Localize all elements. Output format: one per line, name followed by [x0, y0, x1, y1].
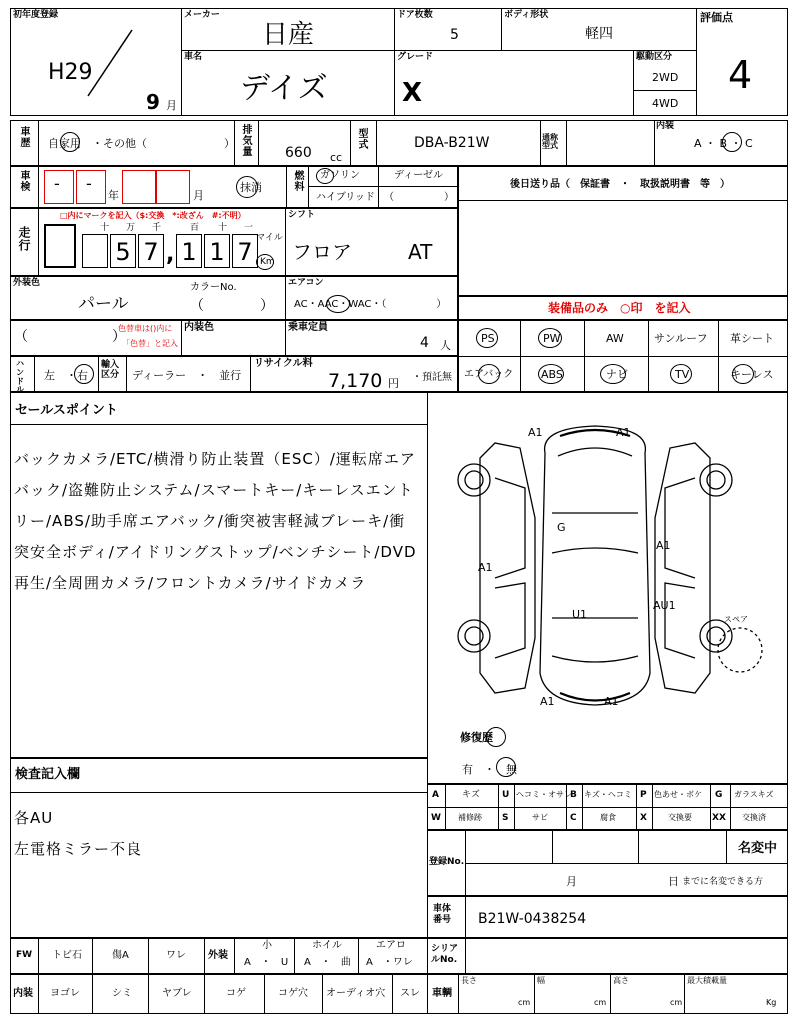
legend-divider [514, 784, 515, 830]
bottom1-divider [294, 938, 295, 974]
legend-desc: 色あせ・ボケ [654, 790, 702, 799]
mileage-divider [38, 208, 39, 276]
equip-tv: TV [675, 368, 690, 381]
reg-divider [465, 863, 788, 864]
mileage-unit-label: 十 [218, 223, 228, 233]
color-change-note-1: 色替車は()内に [118, 324, 173, 333]
mileage-digit: 1 [176, 234, 202, 268]
mileage-unit-label: 万 [126, 223, 136, 233]
gasoline-circle [316, 168, 334, 184]
displacement-label: 排気量 [240, 124, 251, 157]
equip-ps-circle [476, 328, 498, 348]
legend-desc: サビ [532, 813, 548, 822]
inspection-month-box-1 [122, 170, 156, 204]
handle-divider [250, 356, 251, 392]
reg-divider [638, 830, 639, 863]
private-use-circle [60, 132, 80, 152]
interior-row-label: 内装 [13, 988, 33, 999]
legend-desc: キズ・ヘコミ [584, 790, 632, 799]
equip-navi: ナビ [606, 368, 628, 381]
sales-divider [10, 424, 428, 425]
grade-label: グレード [397, 52, 434, 62]
equip-tv-circle [670, 364, 692, 384]
dims-label: 車輌 [432, 988, 452, 999]
history-label: 車歴 [18, 126, 29, 148]
interior-item: スレ [400, 988, 420, 999]
equip-navi-circle [600, 364, 626, 384]
legend-divider [710, 784, 711, 830]
interior-label: 内装 [656, 121, 675, 131]
color-change-paren: （ ） [14, 329, 126, 345]
sales-point-text: バックカメラ/ETC/横滑り防止装置（ESC）/運転席エアバック/盗難防止システム/スマートキー/キーレスエントリー/ABS/助手席エアバック/衝突被害軽減ブレーキ/衝突安全ボディ/アイドリングストップ/ベンチシート/DVD再生/全周囲カメラ/フロントカメラ/サイドカメラ [14, 450, 417, 592]
handle-value: 左 ・右 [44, 369, 88, 382]
color-change-note-2: 「色替」と記入 [122, 339, 178, 348]
row3-divider [286, 166, 287, 208]
handle-divider [34, 356, 35, 392]
mileage-digit: 7 [138, 234, 164, 268]
recycle-value: 7,170 [328, 370, 383, 392]
type-value: DBA-B21W [414, 135, 490, 151]
legend-code: W [431, 813, 441, 823]
chassis-label: 車体番号 [433, 904, 452, 925]
equip-divider [648, 320, 649, 392]
shift-type: AT [408, 240, 433, 264]
legend-desc: 交換済 [742, 813, 766, 822]
score-label: 評価点 [700, 11, 733, 24]
inspection-divider [10, 792, 428, 793]
small-options: A ・ U [244, 957, 289, 968]
type-label: 型式 [356, 128, 367, 150]
equip-leather: 革シート [730, 332, 774, 345]
first-reg-year: H29 [48, 60, 93, 85]
year-unit: 年 [108, 189, 119, 202]
legend-code: B [570, 790, 577, 800]
body-label: ボディ形状 [504, 10, 549, 20]
repair-circle [486, 727, 506, 747]
name-change: 名変中 [738, 841, 778, 856]
max-load-label: 最大積載量 [687, 976, 727, 985]
legend-desc: ガラスキズ [734, 790, 774, 799]
legend-divider [636, 784, 637, 830]
legend-divider [498, 784, 499, 830]
cm-unit: cm [594, 998, 607, 1007]
interior-item: コゲ [226, 988, 246, 999]
damage-mark: A1 [616, 426, 631, 439]
bottom2-divider [458, 974, 459, 1014]
damage-mark: G [557, 521, 566, 534]
handle-right-circle [74, 364, 94, 384]
bottom2-divider [610, 974, 611, 1014]
equip-divider [458, 356, 788, 357]
bottom2-divider [148, 974, 149, 1014]
common-type-label: 通称型式 [542, 133, 558, 150]
cm-unit: cm [670, 998, 683, 1007]
displacement-value: 660 [285, 145, 312, 161]
row2-divider [258, 120, 259, 166]
month-unit-inspection: 月 [193, 189, 204, 202]
fw-label: FW [16, 950, 33, 960]
slash-divider [80, 28, 140, 98]
reg-month: 月 [566, 875, 577, 888]
comma: , [166, 242, 175, 267]
equip-airbag: エアバック [464, 369, 514, 380]
model-value: デイズ [240, 71, 328, 106]
month-unit: 月 [166, 99, 177, 112]
post-items-label: 後日送り品（ 保証書 ・ 取扱説明書 等 ） [510, 179, 730, 190]
drive-4wd: 4WD [652, 97, 679, 110]
sales-point-label: セールスポイント [15, 403, 118, 418]
recycle-label: リサイクル料 [254, 358, 313, 369]
mile-unit: マイル [256, 233, 283, 243]
score-value: 4 [728, 53, 753, 97]
mileage-unit-label: 百 [190, 223, 200, 233]
interior-b-circle [722, 132, 742, 152]
expired-circle [236, 176, 258, 198]
color-no-label: カラーNo. [190, 282, 237, 293]
reg-deadline: までに名変できる方 [682, 877, 764, 887]
exterior-color-value: パール [78, 294, 129, 314]
dash: - [86, 174, 92, 193]
legend-divider [582, 784, 583, 830]
bottom2-divider [684, 974, 685, 1014]
equip-abs-circle [538, 364, 564, 384]
bottom2-divider [92, 974, 93, 1014]
spare-label: スペア [724, 615, 748, 624]
km-unit: Km [260, 257, 275, 267]
bottom2-divider [534, 974, 535, 1014]
doors-label: ドア枚数 [397, 10, 433, 20]
legend-divider [652, 784, 653, 830]
equip-divider [584, 320, 585, 392]
legend-code: XX [712, 813, 726, 823]
yen-unit: 円 [388, 377, 399, 390]
mileage-unit-label: 十 [100, 223, 110, 233]
fuel-hybrid: ハイブリッド [316, 192, 375, 203]
bottom2-divider [264, 974, 265, 1014]
shift-value: フロア [292, 240, 352, 264]
damage-mark: A1 [604, 695, 619, 708]
maker-value: 日産 [262, 20, 315, 50]
grade-value: X [402, 78, 423, 108]
row2-divider [566, 120, 567, 166]
wheel-label: ホイル [312, 940, 342, 951]
bottom1-divider [38, 938, 39, 974]
deposit-none: ・預託無 [412, 372, 452, 383]
legend-desc: 腐食 [600, 813, 616, 822]
bottom2-divider [38, 974, 39, 1014]
first-reg-label: 初年度登録 [13, 10, 59, 20]
repair-label: 修復歴 [460, 731, 493, 744]
drive-2wd: 2WD [652, 71, 679, 84]
handle-divider [98, 356, 99, 392]
interior-item: ヤブレ [162, 988, 192, 999]
bottom1-divider [148, 938, 149, 974]
equip-pw: PW [543, 332, 561, 345]
equip-airbag-circle [478, 364, 500, 384]
legend-code: A [432, 790, 439, 800]
capacity-value: 4 [420, 335, 429, 351]
drive-divider [633, 90, 697, 91]
legend-desc: ヘコミ・オサレ [516, 790, 572, 799]
expired-value: 抹消 [240, 181, 262, 194]
bottom2-divider [322, 974, 323, 1014]
body-value: 軽四 [585, 26, 613, 42]
equip-ps: PS [481, 332, 495, 345]
row3-divider [38, 166, 39, 208]
damage-mark: A1 [528, 426, 543, 439]
color-no-value: （ ） [190, 298, 274, 314]
small-label: 小 [262, 940, 272, 951]
chassis-number: B21W-0438254 [478, 911, 587, 927]
reg-divider [726, 830, 727, 863]
fuel-label: 燃料 [292, 170, 303, 192]
damage-mark: AU1 [653, 599, 676, 612]
wheel-options: A ・ 曲 [304, 957, 351, 968]
ac-value: AC・AAC・WAC・（ ） [294, 299, 447, 310]
mileage-note: □内にマークを記入（$:交換 *:改ざん #:不明） [60, 211, 246, 220]
km-circle [256, 254, 274, 270]
legend-divider [445, 784, 446, 830]
fw-item: ワレ [166, 950, 186, 961]
inspection-month-box-2 [156, 170, 190, 204]
row2-divider [540, 120, 541, 166]
mileage-unit-label: 千 [152, 223, 162, 233]
interior-item: ヨゴレ [50, 988, 80, 999]
repair-none-circle [496, 757, 516, 777]
cm-unit: cm [518, 998, 531, 1007]
row2-divider [376, 120, 377, 166]
fuel-diesel: ディーゼル [394, 170, 443, 181]
exterior-color-label: 外装色 [13, 278, 41, 288]
width-label: 幅 [537, 976, 545, 985]
import-label: 輸入区分 [101, 360, 120, 381]
interior-options: A ・ B ・ C [694, 137, 753, 150]
damage-mark: A1 [656, 539, 671, 552]
mileage-label: 走行 [17, 226, 31, 252]
drive-label: 駆動区分 [636, 52, 673, 62]
equip-pw-circle [538, 328, 562, 348]
cc-unit: cc [330, 151, 343, 164]
mileage-digit: 1 [204, 234, 230, 268]
bottom1-divider [427, 938, 428, 974]
fuel-divider [378, 166, 379, 208]
legend-code: X [640, 813, 647, 823]
legend-code: S [502, 813, 509, 823]
damage-mark: A1 [540, 695, 555, 708]
handle-divider [126, 356, 127, 392]
doors-value: 5 [450, 27, 459, 43]
equip-divider [718, 320, 719, 392]
inspection-note-line: 左電格ミラー不良 [14, 840, 143, 858]
row3-divider [308, 166, 309, 208]
model-label: 車名 [184, 52, 203, 62]
bottom2-divider [392, 974, 393, 1014]
equip-keyless: キーレス [730, 368, 774, 381]
mileage-digit: 5 [110, 234, 136, 268]
row2-divider [234, 120, 235, 166]
legend-desc: 交換要 [668, 813, 692, 822]
legend-code: G [715, 790, 723, 800]
row2-divider [38, 120, 39, 166]
equip-sunroof: サンルーフ [654, 332, 708, 345]
exterior-label: 外装 [208, 950, 228, 961]
ac-label: エアコン [288, 278, 324, 288]
mileage-digit [82, 234, 108, 268]
capacity-unit: 人 [440, 339, 451, 352]
damage-mark: U1 [572, 608, 588, 621]
equipment-title: 装備品のみ ○印 を記入 [548, 301, 691, 315]
equip-keyless-circle [732, 364, 754, 384]
capacity-label: 乗車定員 [288, 322, 328, 333]
inspection-label: 車検 [18, 170, 29, 192]
bottom2-divider [427, 974, 428, 1014]
post-items-divider [458, 200, 788, 201]
inspection-notes-label: 検査記入欄 [15, 767, 81, 782]
first-reg-month: 9 [146, 90, 160, 114]
shift-label: シフト [288, 210, 316, 220]
mileage-digit: 7 [232, 234, 258, 268]
import-value: ディーラー ・ 並行 [132, 369, 242, 382]
damage-mark: A1 [478, 561, 493, 574]
legend-code: C [570, 813, 577, 823]
row2-divider [350, 120, 351, 166]
legend-desc: キズ [462, 790, 480, 800]
fw-item: トビ石 [52, 950, 82, 961]
legend-code: P [640, 790, 647, 800]
bottom1-divider [92, 938, 93, 974]
registration-label: 登録No. [429, 857, 465, 867]
legend-divider [730, 784, 731, 830]
maker-label: メーカー [184, 10, 220, 20]
bottom1-divider [358, 938, 359, 974]
chassis-divider [465, 896, 466, 938]
legend-desc: 補修跡 [458, 813, 482, 822]
aero-options: A ・ワレ [366, 957, 413, 968]
serial-label: シリアルNo. [431, 944, 459, 965]
bottom2-divider [204, 974, 205, 1014]
bottom1-divider [204, 938, 205, 974]
length-label: 長さ [461, 976, 477, 985]
mileage-unit-label: 一 [244, 223, 254, 233]
fw-item: 傷A [112, 950, 129, 961]
handle-label: ハンドル [16, 359, 24, 395]
bottom1-divider [465, 938, 466, 974]
equip-divider [520, 320, 521, 392]
reg-day: 日 [668, 875, 679, 888]
inspection-note-line: 各AU [14, 809, 54, 827]
equip-abs: ABS [541, 368, 563, 381]
reg-divider [552, 830, 553, 863]
legend-code: U [502, 790, 510, 800]
fuel-divider [308, 186, 458, 187]
equip-aw: AW [606, 332, 624, 345]
interior-item: オーディオ穴 [326, 988, 386, 999]
aac-circle [326, 295, 350, 313]
row2-divider [654, 120, 655, 166]
kg-unit: Kg [766, 998, 777, 1007]
mileage-mark-box[interactable] [44, 224, 76, 268]
interior-color-label: 内装色 [184, 322, 214, 333]
repair-value: 有 ・ 無 [462, 763, 517, 776]
legend-divider [427, 807, 788, 808]
aero-label: エアロ [376, 940, 406, 951]
height-label: 高さ [613, 976, 629, 985]
history-value: 自家用 ・その他（ ） [48, 137, 235, 150]
fuel-gasoline: ガソリン [320, 170, 360, 181]
bottom1-divider [234, 938, 235, 974]
fuel-other: （ ） [384, 192, 454, 203]
interior-item: コゲ穴 [278, 988, 308, 999]
interior-item: シミ [112, 988, 132, 999]
dash: - [54, 174, 60, 193]
